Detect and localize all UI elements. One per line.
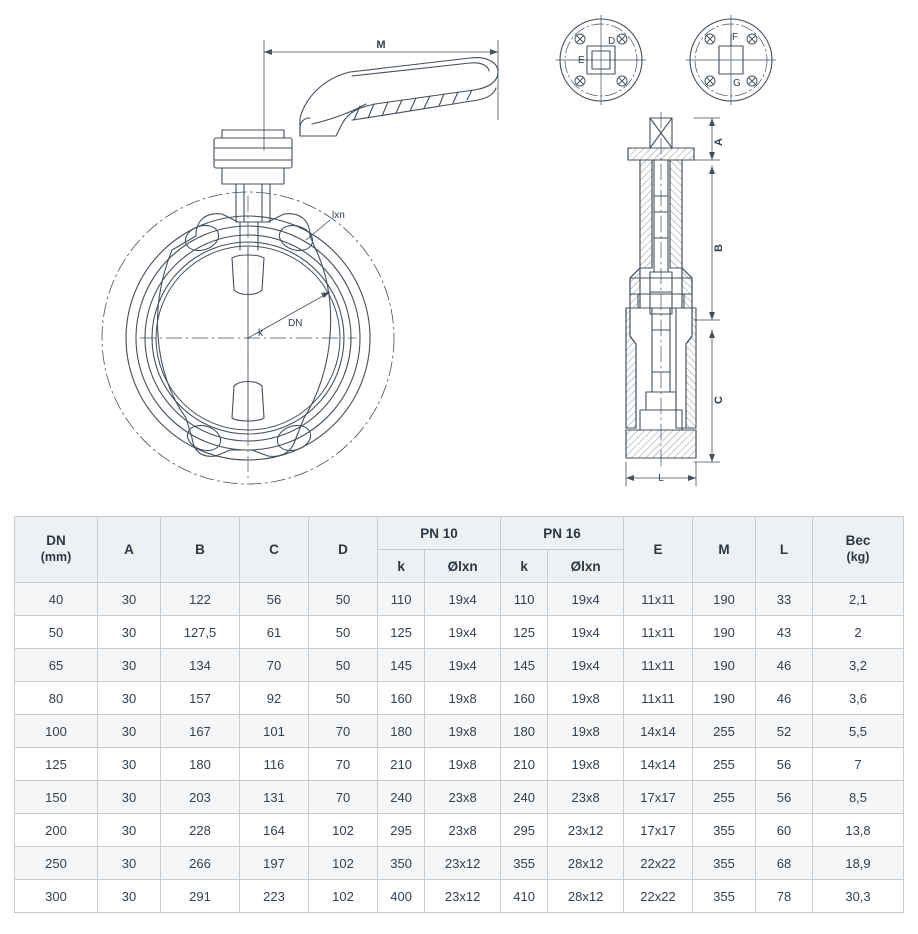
cell-b: 291 <box>161 880 240 913</box>
cell-e: 11x11 <box>624 583 693 616</box>
table-header <box>15 517 904 583</box>
header-dn-unit: (mm) <box>40 550 72 565</box>
cell-m: 255 <box>693 781 756 814</box>
cell-pn10-k: 240 <box>378 781 425 814</box>
cell-pn10-olxn: 19x4 <box>425 616 501 649</box>
cell-m: 190 <box>693 682 756 715</box>
cell-pn10-k: 350 <box>378 847 425 880</box>
cell-m: 255 <box>693 715 756 748</box>
cell-e: 22x22 <box>624 880 693 913</box>
cell-c: 56 <box>240 583 309 616</box>
cell-pn10-k: 180 <box>378 715 425 748</box>
cell-pn10-k: 210 <box>378 748 425 781</box>
cell-pn10-olxn: 19x4 <box>425 583 501 616</box>
cell-dn: 200 <box>15 814 98 847</box>
cell-b: 180 <box>161 748 240 781</box>
cell-e: 11x11 <box>624 682 693 715</box>
header-dn <box>15 517 98 583</box>
cell-b: 203 <box>161 781 240 814</box>
centre-axes <box>140 196 356 478</box>
cell-d: 50 <box>309 583 378 616</box>
cell-e: 14x14 <box>624 715 693 748</box>
label-c: C <box>713 396 725 404</box>
cell-dn: 125 <box>15 748 98 781</box>
cell-d: 70 <box>309 781 378 814</box>
cell-pn16-olxn: 19x4 <box>548 583 624 616</box>
cell-bec: 2 <box>813 616 904 649</box>
cell-d: 50 <box>309 682 378 715</box>
cell-bec: 8,5 <box>813 781 904 814</box>
cell-a: 30 <box>98 814 161 847</box>
cell-pn10-olxn: 23x8 <box>425 781 501 814</box>
label-a: A <box>713 138 725 146</box>
cell-pn10-olxn: 23x12 <box>425 880 501 913</box>
cell-pn10-olxn: 19x4 <box>425 649 501 682</box>
cell-c: 92 <box>240 682 309 715</box>
cell-b: 157 <box>161 682 240 715</box>
label-k: k <box>258 328 263 339</box>
label-g-detail: G <box>733 78 741 89</box>
cell-pn16-olxn: 19x4 <box>548 616 624 649</box>
cell-c: 131 <box>240 781 309 814</box>
cell-pn10-olxn: 23x8 <box>425 814 501 847</box>
cell-pn16-olxn: 19x8 <box>548 682 624 715</box>
cell-l: 68 <box>756 847 813 880</box>
cell-l: 78 <box>756 880 813 913</box>
table-header-row-1 <box>15 517 904 550</box>
top-flange-detail-right <box>686 15 776 105</box>
cell-a: 30 <box>98 649 161 682</box>
header-pn10-k: k <box>378 550 425 583</box>
cell-e: 14x14 <box>624 748 693 781</box>
table-row <box>15 880 904 913</box>
table-body <box>15 583 904 913</box>
table-row <box>15 682 904 715</box>
section-view <box>626 112 720 486</box>
cell-pn10-k: 400 <box>378 880 425 913</box>
header-e: E <box>624 517 693 583</box>
label-dn: DN <box>288 318 303 329</box>
label-m: M <box>376 39 386 51</box>
cell-dn: 50 <box>15 616 98 649</box>
specification-table-wrapper <box>14 516 904 913</box>
cell-dn: 65 <box>15 649 98 682</box>
cell-pn16-k: 210 <box>500 748 547 781</box>
cell-b: 167 <box>161 715 240 748</box>
cell-pn16-k: 145 <box>500 649 547 682</box>
cell-a: 30 <box>98 616 161 649</box>
header-pn16-olxn: Ølxn <box>548 550 624 583</box>
cell-pn16-k: 110 <box>500 583 547 616</box>
cell-d: 70 <box>309 748 378 781</box>
cell-pn10-k: 145 <box>378 649 425 682</box>
cell-b: 122 <box>161 583 240 616</box>
cell-d: 102 <box>309 880 378 913</box>
cell-a: 30 <box>98 880 161 913</box>
cell-bec: 18,9 <box>813 847 904 880</box>
cell-bec: 2,1 <box>813 583 904 616</box>
label-f-detail: F <box>732 32 739 43</box>
cell-a: 30 <box>98 682 161 715</box>
cell-m: 190 <box>693 583 756 616</box>
cell-pn16-olxn: 19x4 <box>548 649 624 682</box>
cell-bec: 3,2 <box>813 649 904 682</box>
cell-l: 46 <box>756 649 813 682</box>
cell-bec: 5,5 <box>813 715 904 748</box>
cell-m: 190 <box>693 649 756 682</box>
specification-table <box>14 516 904 913</box>
cell-c: 70 <box>240 649 309 682</box>
cell-pn16-k: 295 <box>500 814 547 847</box>
cell-d: 50 <box>309 616 378 649</box>
cell-pn10-k: 125 <box>378 616 425 649</box>
label-e-detail: E <box>578 55 585 66</box>
header-a: A <box>98 517 161 583</box>
header-b: B <box>161 517 240 583</box>
table-row <box>15 748 904 781</box>
cell-dn: 80 <box>15 682 98 715</box>
header-d: D <box>309 517 378 583</box>
dimension-m <box>264 40 498 150</box>
cell-pn10-olxn: 23x12 <box>425 847 501 880</box>
header-bec-unit: (kg) <box>846 550 870 565</box>
cell-pn16-k: 240 <box>500 781 547 814</box>
cell-pn16-k: 355 <box>500 847 547 880</box>
cell-m: 355 <box>693 847 756 880</box>
header-bec <box>813 517 904 583</box>
cell-l: 56 <box>756 748 813 781</box>
label-lxn: lxn <box>332 210 345 221</box>
cell-pn16-k: 160 <box>500 682 547 715</box>
header-pn10: PN 10 <box>378 517 501 550</box>
header-pn10-olxn: Ølxn <box>425 550 501 583</box>
cell-d: 70 <box>309 715 378 748</box>
cell-d: 50 <box>309 649 378 682</box>
cell-e: 22x22 <box>624 847 693 880</box>
cell-pn16-olxn: 28x12 <box>548 847 624 880</box>
cell-pn10-olxn: 19x8 <box>425 682 501 715</box>
label-l: L <box>658 473 664 484</box>
cell-pn10-k: 295 <box>378 814 425 847</box>
cell-a: 30 <box>98 781 161 814</box>
cell-pn16-olxn: 23x8 <box>548 781 624 814</box>
cell-e: 17x17 <box>624 814 693 847</box>
header-pn16-k: k <box>500 550 547 583</box>
cell-pn16-olxn: 23x12 <box>548 814 624 847</box>
cell-l: 60 <box>756 814 813 847</box>
cell-l: 33 <box>756 583 813 616</box>
cell-pn16-olxn: 19x8 <box>548 748 624 781</box>
cell-a: 30 <box>98 847 161 880</box>
cell-dn: 100 <box>15 715 98 748</box>
cell-c: 61 <box>240 616 309 649</box>
cell-b: 127,5 <box>161 616 240 649</box>
cell-l: 43 <box>756 616 813 649</box>
cell-e: 11x11 <box>624 649 693 682</box>
header-l: L <box>756 517 813 583</box>
cell-bec: 30,3 <box>813 880 904 913</box>
cell-a: 30 <box>98 583 161 616</box>
cell-c: 223 <box>240 880 309 913</box>
dimensions-abc <box>694 118 720 462</box>
cell-m: 255 <box>693 748 756 781</box>
cell-dn: 300 <box>15 880 98 913</box>
cell-d: 102 <box>309 847 378 880</box>
cell-d: 102 <box>309 814 378 847</box>
table-row <box>15 715 904 748</box>
cell-c: 197 <box>240 847 309 880</box>
cell-pn10-olxn: 19x8 <box>425 748 501 781</box>
label-b: B <box>713 244 725 252</box>
cell-pn16-k: 410 <box>500 880 547 913</box>
top-bracket <box>214 130 292 222</box>
cell-pn16-k: 180 <box>500 715 547 748</box>
cell-c: 116 <box>240 748 309 781</box>
cell-a: 30 <box>98 715 161 748</box>
table-row <box>15 814 904 847</box>
valve-body <box>158 214 331 457</box>
cell-bec: 3,6 <box>813 682 904 715</box>
cell-l: 52 <box>756 715 813 748</box>
top-flange-detail-left <box>556 15 646 105</box>
cell-dn: 250 <box>15 847 98 880</box>
cell-dn: 150 <box>15 781 98 814</box>
table-row <box>15 649 904 682</box>
label-d-detail: D <box>608 36 616 47</box>
header-c: C <box>240 517 309 583</box>
cell-m: 190 <box>693 616 756 649</box>
cell-pn16-k: 125 <box>500 616 547 649</box>
header-pn16: PN 16 <box>500 517 623 550</box>
cell-pn16-olxn: 19x8 <box>548 715 624 748</box>
header-bec-label: Bec <box>845 533 871 549</box>
cell-l: 46 <box>756 682 813 715</box>
cell-e: 17x17 <box>624 781 693 814</box>
cell-b: 266 <box>161 847 240 880</box>
cell-b: 134 <box>161 649 240 682</box>
cell-a: 30 <box>98 748 161 781</box>
cell-bec: 13,8 <box>813 814 904 847</box>
table-row <box>15 583 904 616</box>
header-m: M <box>693 517 756 583</box>
cell-c: 164 <box>240 814 309 847</box>
cell-pn10-k: 160 <box>378 682 425 715</box>
cell-m: 355 <box>693 814 756 847</box>
lever-handle <box>300 58 498 136</box>
cell-pn10-olxn: 19x8 <box>425 715 501 748</box>
cell-c: 101 <box>240 715 309 748</box>
cell-bec: 7 <box>813 748 904 781</box>
cell-pn16-olxn: 28x12 <box>548 880 624 913</box>
table-row <box>15 847 904 880</box>
table-row <box>15 616 904 649</box>
front-view <box>102 40 498 484</box>
cell-pn10-k: 110 <box>378 583 425 616</box>
cell-b: 228 <box>161 814 240 847</box>
cell-e: 11x11 <box>624 616 693 649</box>
cell-l: 56 <box>756 781 813 814</box>
cell-m: 355 <box>693 880 756 913</box>
table-row <box>15 781 904 814</box>
header-dn-label: DN <box>46 533 66 549</box>
cell-dn: 40 <box>15 583 98 616</box>
